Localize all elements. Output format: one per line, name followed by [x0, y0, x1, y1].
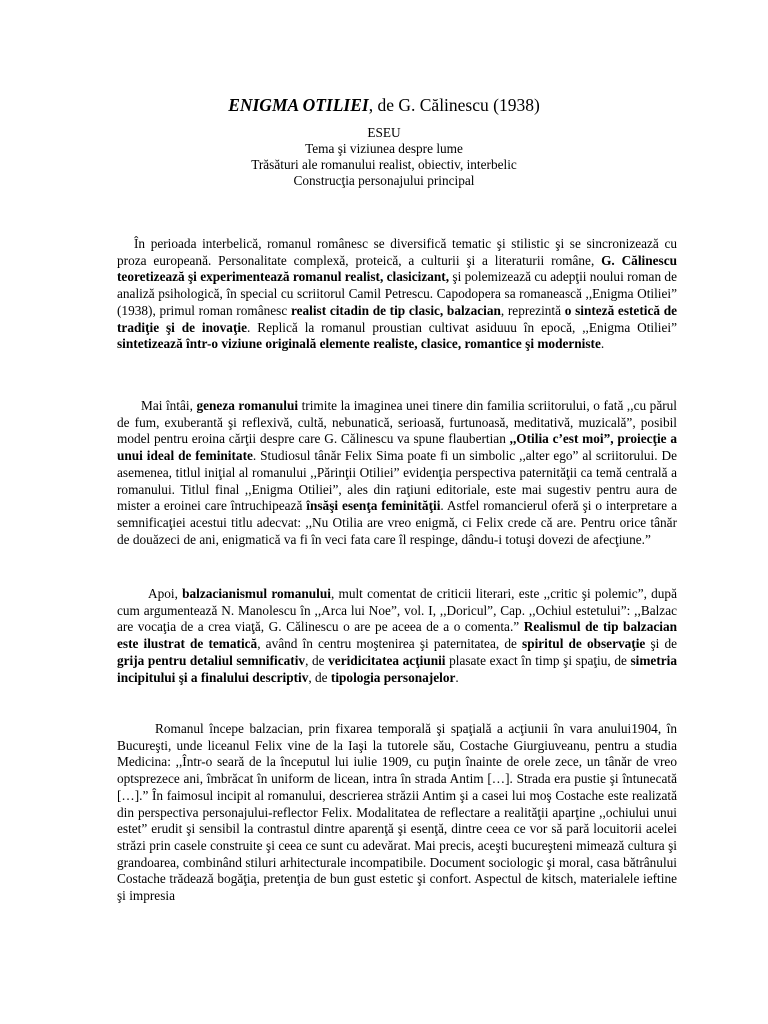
paragraph-text: Romanul începe balzacian, prin fixarea temporală şi spaţială a acţiunii în vara anului1904, în Bucureşti, unde liceanul Felix vine de la Iaşi la tutorele său, Costache Giurgiuveanu, pentru a studia Medicina: ,,Într-o seară de la începutul lui iulie 1909, cu puţin înainte de orele zece, un tânăr de vreo optsprezece ani, îmbrăcat în uniform de licean, intra în strada Antim […]. Strada era pustie şi întunecată […].” În faimosul incipit al romanului, descrierea străzii Antim şi a casei lui moş Costache este realizată din perspectiva personajului-reflector Felix. Modalitatea de reflectare a realităţii aparţine ,,ochiului unui estet” erudit şi sensibil la contrastul dintre aparenţă şi esenţă, dintre ceea ce vor să pară locuitorii acelei străzi prin casele construite şi ceea ce sunt cu adevărat. Mai precis, aceşti bucureşteni mimează cultura şi grandoarea, combinând stiluri arhitecturale incompatibile. Document sociologic şi moral, casa bătrânului Costache trădează bogăţia, pretenţia de bun gust estetic şi confort. Aspectul de kitsch, materialele ieftine şi impresia [117, 721, 677, 904]
subtitle-character: Construcţia personajului principal [293, 173, 475, 188]
author-and-year: , de G. Călinescu (1938) [368, 95, 540, 115]
paragraph-text: În perioada interbelică, romanul românesc se diversifică tematic şi stilistic şi se sincronizează cu proza europeană. Personalitate complexă, proteică, a culturii şi a literaturii române, G. Călinescu teoretizează şi experimentează romanul realist, clasicizant, şi polemizează cu adepţii noului roman de analiză psihologică, în special cu scriitorul Camil Petrescu. Capodopera sa romanească ,,Enigma Otiliei” (1938), primul roman românesc realist citadin de tip clasic, balzacian, reprezintă o sinteză estetică de tradiţie şi de inovaţie. Replică la romanul proustian cultivat asiduuu în epocă, ,,Enigma Otiliei” sintetizează într-o viziune originală elemente realiste, clasice, romantice şi moderniste. [117, 236, 677, 352]
novel-title: ENIGMA OTILIEI [228, 95, 369, 115]
essay-paragraph-incipit [117, 721, 677, 905]
essay-title [0, 94, 768, 116]
subtitle-features: Trăsături ale romanului realist, obiectiv, interbelic [251, 157, 517, 172]
subtitle-essay: ESEU [367, 125, 401, 140]
essay-paragraph-balzacianism [117, 586, 677, 686]
paragraph-text: Mai întâi, geneza romanului trimite la imaginea unei tinere din familia scriitorului, o fată ,,cu părul de fum, exuberantă şi reflexivă, cultă, nebunatică, serioasă, furtunoasă, meditativă, muzicală”, posibil model pentru eroina cărţii despre care G. Călinescu va spune flaubertian ,,Otilia c’est moi”, proiecţie a unui ideal de feminitate. Studiosul tânăr Felix Sima poate fi un simbolic ,,alter ego” al scriitorului. De asemenea, titlul iniţial al romanului ,,Părinţii Otiliei” evidenţia perspectiva paternităţii ca temă centrală a romanului. Titlul final ,,Enigma Otiliei”, ales din raţiuni editoriale, este mai sugestiv pentru aura de mister a eroinei care întruchipează însăşi esenţa feminităţii. Astfel romancierul oferă şi o interpretare a semnificaţiei acestui titlu adecvat: ,,Nu Otilia are vreo enigmă, ci Felix crede că are. Pentru orice tânăr de douăzeci de ani, enigmatică va fi în veci fata care îl respinge, dându-i totuşi dovezi de afecţiune.” [117, 398, 677, 547]
paragraph-text: Apoi, balzacianismul romanului, mult comentat de criticii literari, este ,,critic şi polemic”, după cum argumentează N. Manolescu în ,,Arca lui Noe”, vol. I, ,,Doricul”, Cap. ,,Ochiul estetului”: ,,Balzac are vocaţia de a crea viaţă, G. Călinescu o are pe aceea de a o comenta.” Realismul de tip balzacian este ilustrat de tematică, având în centru moştenirea şi paternitatea, de spiritul de observaţie şi de grija pentru detaliul semnificativ, de veridicitatea acţiunii plasate exact în timp şi spaţiu, de simetria incipitului şi a finalului descriptiv, de tipologia personajelor. [117, 586, 678, 685]
subtitle-theme: Tema şi viziunea despre lume [305, 141, 463, 156]
essay-paragraph-intro [117, 236, 677, 353]
essay-paragraph-genesis [117, 398, 677, 548]
